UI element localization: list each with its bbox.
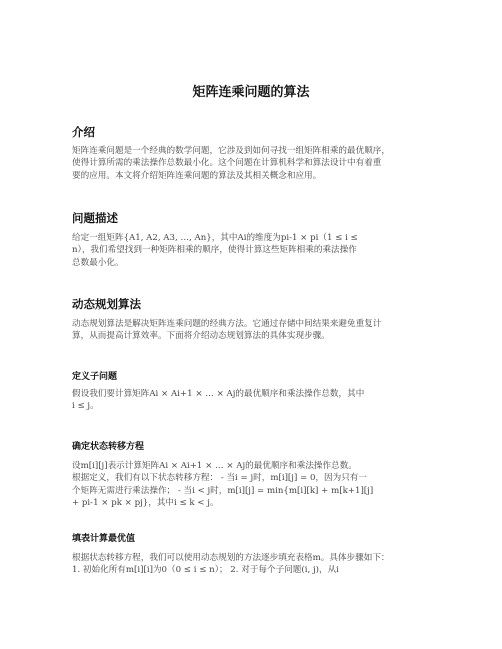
- paragraph-line: 1. 初始化所有m[i][i]为0（0 ≤ i ≤ n）； 2. 对于每个子问题(i, j)，从i: [72, 565, 339, 576]
- subsection-heading-fill-table: 填表计算最优值: [72, 534, 136, 544]
- paragraph-line: 根据定义，我们有以下状态转移方程： - 当i = j时，m[i][j] = 0，因为只有一: [72, 473, 367, 484]
- section-heading-dynamic-programming: 动态规划算法: [72, 297, 141, 311]
- subsection-paragraph-define-subproblem: [72, 388, 432, 413]
- paragraph-line: 假设我们要计算矩阵Ai × Ai+1 × … × Aj的最优顺序和乘法操作总数，其中: [72, 389, 365, 399]
- section-paragraph-problem-description: [72, 232, 432, 269]
- subsection-heading-state-transition: 确定状态转移方程: [72, 442, 145, 452]
- subsection-paragraph-state-transition: [72, 460, 432, 509]
- paragraph-line: 矩阵连乘问题是一个经典的数学问题，它涉及到如何寻找一组矩阵相乘的最优顺序，: [72, 146, 390, 156]
- paragraph-line: 根据状态转移方程，我们可以使用动态规划的方法逐步填充表格m。具体步骤如下：: [72, 553, 390, 563]
- document-title: 矩阵连乘问题的算法: [192, 85, 310, 100]
- section-heading-problem-description: 问题描述: [72, 211, 118, 225]
- section-paragraph-introduction: [72, 145, 432, 182]
- paragraph-line: 算，从而提高计算效率。下面将介绍动态规划算法的具体实现步骤。: [72, 331, 330, 342]
- paragraph-line: 设m[i][j]表示计算矩阵Ai × Ai+1 × … × Aj的最优顺序和乘法操作总数。: [72, 461, 357, 471]
- paragraph-line: 总数最小化。: [72, 257, 124, 268]
- paragraph-line: 动态规划算法是解决矩阵连乘问题的经典方法。它通过存储中间结果来避免重复计: [72, 319, 382, 329]
- subsection-heading-define-subproblem: 定义子问题: [72, 372, 118, 382]
- section-heading-introduction: 介绍: [72, 125, 95, 139]
- paragraph-line: 个矩阵无需进行乘法操作； - 当i < j时，m[i][j] = min{m[i][k] + m[k+1][j]: [72, 485, 374, 496]
- paragraph-line: 要的应用。本文将介绍矩阵连乘问题的算法及其相关概念和应用。: [72, 170, 322, 181]
- section-paragraph-dynamic-programming: [72, 318, 432, 343]
- paragraph-line: 给定一组矩阵{A1, A2, A3, …, An}，其中Ai的维度为pi-1 × pi（1 ≤ i ≤: [72, 233, 358, 243]
- paragraph-line: i ≤ j。: [72, 401, 99, 412]
- paragraph-line: n），我们希望找到一种矩阵相乘的顺序，使得计算这些矩阵相乘的乘法操作: [72, 245, 357, 256]
- paragraph-line: 使得计算所需的乘法操作总数最小化。这个问题在计算机科学和算法设计中有着重: [72, 158, 382, 169]
- subsection-paragraph-fill-table: [72, 552, 432, 577]
- paragraph-line: + pi-1 × pk × pj}，其中i ≤ k < j。: [72, 497, 219, 508]
